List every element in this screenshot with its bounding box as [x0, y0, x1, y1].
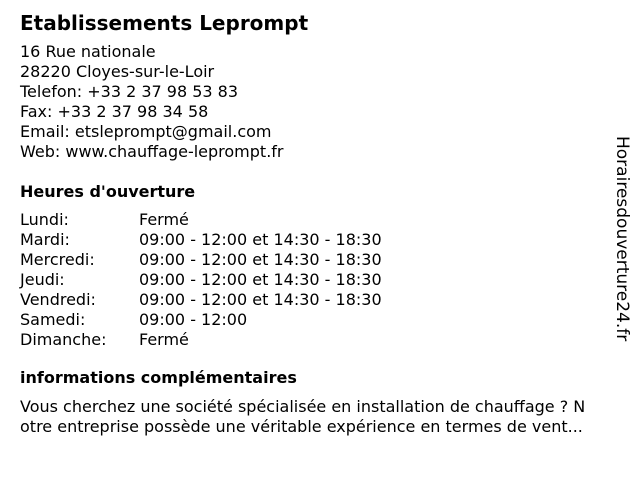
info-line: Vous cherchez une société spécialisée en installation de chauffage ? N [20, 397, 586, 416]
business-name: Etablissements Leprompt [20, 11, 309, 35]
info-line: otre entreprise possède une véritable expérience en termes de vent... [20, 417, 583, 436]
additional-info-text [20, 397, 632, 437]
hours-row-tuesday [20, 230, 620, 250]
website: Web: www.chauffage-leprompt.fr [20, 142, 284, 161]
phone-number: Telefon: +33 2 37 98 53 83 [20, 82, 239, 101]
day-hours: 09:00 - 12:00 et 14:30 - 18:30 [139, 250, 382, 269]
email-address: Email: etsleprompt@gmail.com [20, 122, 272, 141]
hours-row-wednesday [20, 250, 620, 270]
day-label: Vendredi: [20, 290, 96, 309]
day-hours: Fermé [139, 330, 189, 349]
street-address: 16 Rue nationale [20, 42, 156, 61]
day-label: Lundi: [20, 210, 69, 229]
contact-details [20, 42, 620, 162]
day-label: Mercredi: [20, 250, 95, 269]
hours-row-friday [20, 290, 620, 310]
watermark-text: Horairesdouverture24.fr [612, 136, 632, 342]
day-hours: Fermé [139, 210, 189, 229]
day-label: Mardi: [20, 230, 70, 249]
business-card [20, 10, 620, 437]
additional-info-heading: informations complémentaires [20, 368, 297, 387]
hours-row-thursday [20, 270, 620, 290]
postal-city: 28220 Cloyes-sur-le-Loir [20, 62, 215, 81]
day-hours: 09:00 - 12:00 et 14:30 - 18:30 [139, 270, 382, 289]
day-hours: 09:00 - 12:00 [139, 310, 248, 329]
day-label: Jeudi: [20, 270, 65, 289]
hours-row-saturday [20, 310, 620, 330]
day-hours: 09:00 - 12:00 et 14:30 - 18:30 [139, 290, 382, 309]
fax-number: Fax: +33 2 37 98 34 58 [20, 102, 209, 121]
opening-hours-heading: Heures d'ouverture [20, 182, 196, 201]
day-label: Samedi: [20, 310, 86, 329]
day-hours: 09:00 - 12:00 et 14:30 - 18:30 [139, 230, 382, 249]
hours-row-sunday [20, 330, 620, 350]
opening-hours-table [20, 210, 620, 350]
hours-row-monday [20, 210, 620, 230]
day-label: Dimanche: [20, 330, 107, 349]
